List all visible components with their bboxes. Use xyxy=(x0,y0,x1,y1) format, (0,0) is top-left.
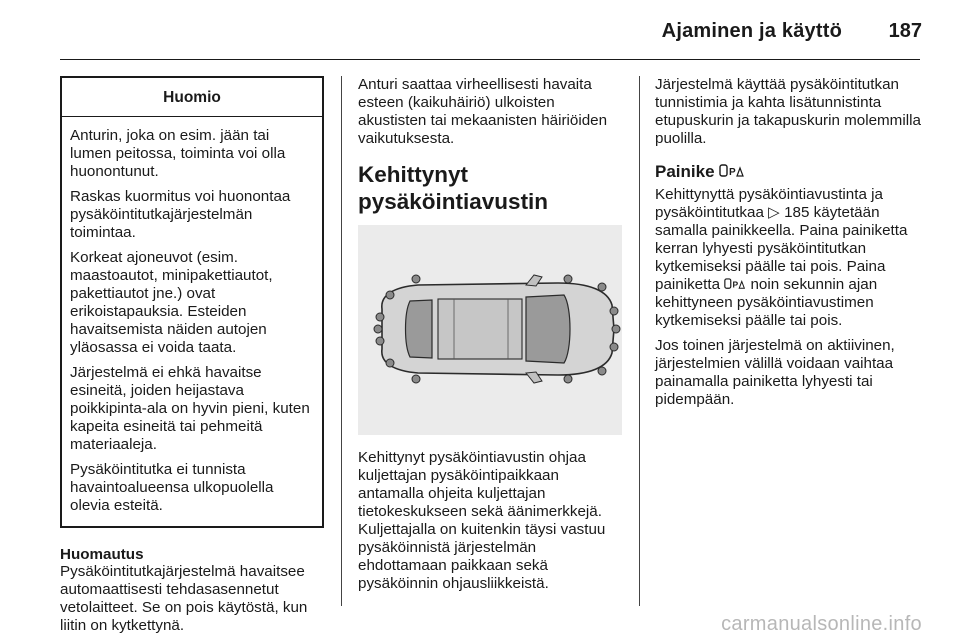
section-heading: Kehittynyt pysäköintiavustin xyxy=(358,162,549,214)
button-heading-label: Painike xyxy=(655,162,715,181)
notice-paragraph: Järjestelmä ei ehkä havaitse esineitä, joiden heijastava poikkipinta-ala on hyvin pieni, kuten kapeita esineitä tai pehmeitä materiaaleja. xyxy=(70,364,310,453)
watermark: carmanualsonline.info xyxy=(721,613,922,635)
button-paragraph xyxy=(655,186,923,330)
notice-paragraph: Raskas kuormitus voi huonontaa pysäköintitutkajärjestelmän toimintaa. xyxy=(70,188,291,241)
page-number: 187 xyxy=(888,20,922,42)
note-title: Huomautus xyxy=(60,546,144,563)
switching-paragraph: Jos toinen järjestelmä on aktiivinen, järjestelmien välillä voidaan vaihtaa painamalla painiketta lyhyesti tai pidempään. xyxy=(655,337,895,408)
page-header-title: Ajaminen ja käyttö xyxy=(661,20,842,42)
notice-box xyxy=(60,76,324,528)
column-1 xyxy=(60,76,324,642)
column-2 xyxy=(358,76,622,600)
button-text-c: noin sekunnin ajan kehittyneen pysäköintiavustimen kytkemiseksi päälle tai pois. xyxy=(655,276,878,329)
button-text-b: käytetään samalla painikkeella. Paina painiketta kerran lyhyesti pysäköintitutkan kytkemiseksi päälle tai pois. Paina painiketta xyxy=(655,204,908,293)
car-top-view-icon xyxy=(358,225,622,435)
interference-paragraph: Anturi saattaa virheellisesti havaita esteen (kaikuhäiriö) ulkoisten akustisten tai mekaanisten häiriöiden vaikutuksesta. xyxy=(358,76,608,147)
svg-text:P: P xyxy=(729,167,736,178)
notice-paragraph: Anturin, joka on esim. jään tai lumen peitossa, toiminta voi olla huonontunut. xyxy=(70,127,286,180)
header-divider xyxy=(60,59,920,60)
notice-paragraph: Korkeat ajoneuvot (esim. maastoautot, minipakettiautot, pakettiautot jne.) ovat erikoistapauksia. Esteiden havaitsemista näiden autojen yläosassa ei voida taata. xyxy=(70,249,273,356)
note-text: Pysäköintitutkajärjestelmä havaitsee automaattisesti tehdasasennetut vetolaitteet. Se on pois käytöstä, kun liitin on kytkettynä. xyxy=(60,563,308,634)
button-text-a: Kehittynyttä pysäköintiavustinta ja pysäköintitutkaa xyxy=(655,186,883,221)
parking-assist-icon xyxy=(719,163,745,179)
sensors-paragraph: Järjestelmä käyttää pysäköintitutkan tunnistimia ja kahta lisätunnistinta etupuskurin ja takapuskurin molemmilla puolilla. xyxy=(655,76,921,147)
notice-paragraph: Pysäköintitutka ei tunnista havaintoalueensa ulkopuolella olevia esteitä. xyxy=(70,461,274,514)
car-sensor-illustration xyxy=(358,225,622,435)
column-divider-1 xyxy=(341,76,342,606)
column-3 xyxy=(655,76,923,416)
column-divider-2 xyxy=(639,76,640,606)
figure-caption: Kehittynyt pysäköintiavustin ohjaa kuljettajan pysäköintipaikkaan antamalla ohjeita kuljettajan tietokeskukseen sekä äänimerkkejä. Kuljettajalla on kuitenkin täysi vastuu pysäköinnistä järjestelmän ehdottamaan paikkaan sekä pysäköinnin ohjausliikkeistä. xyxy=(358,449,606,592)
notice-body xyxy=(62,117,322,526)
button-heading xyxy=(655,162,923,182)
page-reference: 185 xyxy=(784,204,810,221)
notice-title: Huomio xyxy=(62,78,322,117)
parking-assist-icon xyxy=(724,277,746,291)
page-ref-arrow-icon: ▷ xyxy=(768,204,780,221)
svg-text:P: P xyxy=(732,279,739,290)
